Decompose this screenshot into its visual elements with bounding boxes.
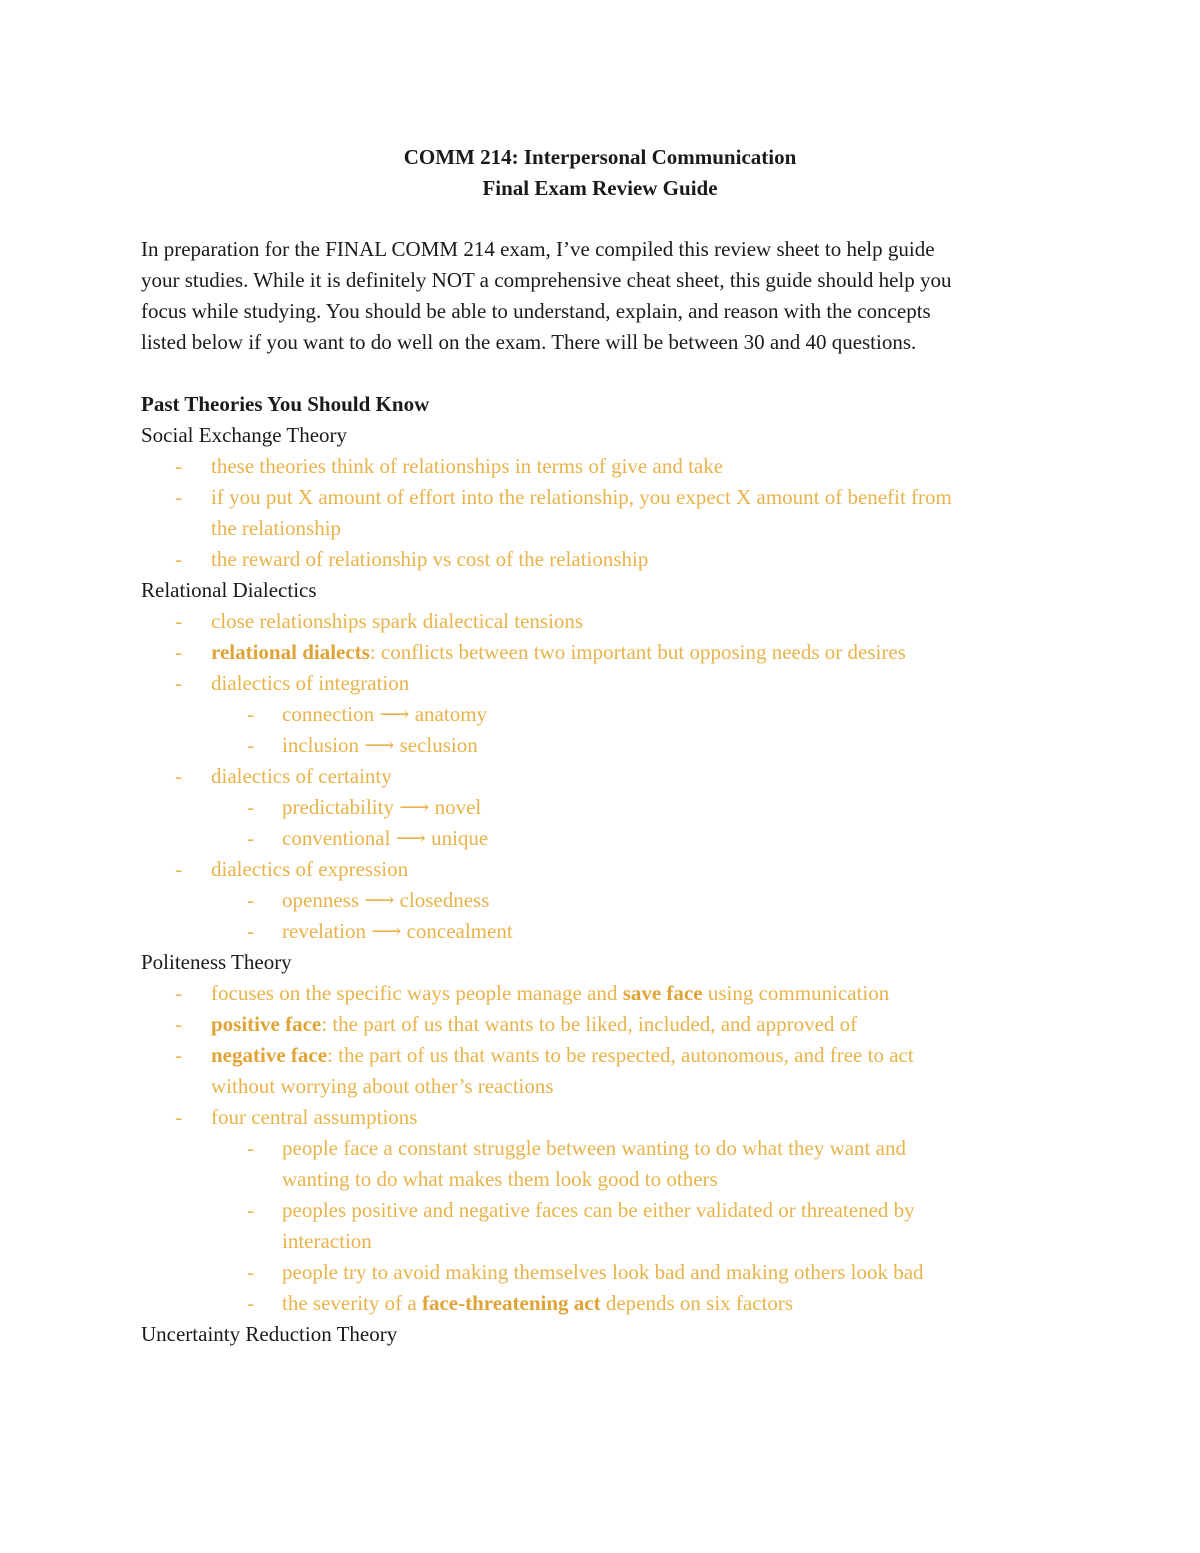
list-item [141,1102,1071,1133]
list-item-text: revelation ⟶ concealment [282,919,513,943]
assumptions-sublist [141,1133,1071,1319]
list-item-text: using communication [702,981,890,1005]
theory-name-uncertainty-reduction: Uncertainty Reduction Theory [141,1322,398,1346]
document-title: COMM 214: Interpersonal Communication [403,145,797,169]
key-term: face-threatening act [421,1291,601,1315]
list-item-text: interaction [282,1229,372,1253]
intro-line: listed below if you want to do well on the exam. There will be between 30 and 40 questions. [141,330,917,354]
sub-list-item [141,1257,1071,1288]
list-item [141,761,1071,792]
integration-sublist [141,699,1071,761]
sub-list-item [141,792,1071,823]
key-term: save face [622,981,703,1005]
sub-list-item [141,1133,1071,1195]
bullet-dash: - [175,1105,182,1129]
list-item-text: people try to avoid making themselves look bad and making others look bad [282,1260,924,1284]
list-item-text: the reward of relationship vs cost of the relationship [211,547,649,571]
list-item-text: people face a constant struggle between wanting to do what they want and [282,1136,906,1160]
list-item [141,668,1071,699]
intro-line: In preparation for the FINAL COMM 214 exam, I’ve compiled this review sheet to help guide [141,237,935,261]
sub-list-item [141,1195,1071,1257]
sub-list-item [141,1288,1071,1319]
list-item [141,1009,1071,1040]
list-item-text: focuses on the specific ways people manage and [211,981,623,1005]
list-item [141,1040,1071,1102]
sub-list-item [141,823,1071,854]
intro-line: your studies. While it is definitely NOT a comprehensive cheat sheet, this guide should help you [141,268,952,292]
list-item-text: if you put X amount of effort into the relationship, you expect X amount of benefit from [211,485,952,509]
list-item-text: dialectics of integration [211,671,410,695]
sub-list-item [141,699,1071,730]
theory-name-politeness: Politeness Theory [141,950,292,974]
bullet-dash: - [247,826,254,850]
bullet-dash: - [175,485,182,509]
list-item-text: predictability ⟶ novel [282,795,482,819]
list-item-text: these theories think of relationships in terms of give and take [211,454,724,478]
bullet-dash: - [175,981,182,1005]
list-item-text: : the part of us that wants to be liked, included, and approved of [321,1012,858,1036]
bullet-dash: - [247,733,254,757]
list-item-text: inclusion ⟶ seclusion [282,733,478,757]
relational-dialectics-list-cont2 [141,854,1071,885]
list-item-text: dialectics of expression [211,857,409,881]
document-body [141,234,1071,1350]
paragraph-spacer [141,358,1071,389]
social-exchange-list [141,451,1071,575]
bullet-dash: - [175,671,182,695]
bullet-dash: - [175,454,182,478]
list-item [141,606,1071,637]
bullet-dash: - [247,1291,254,1315]
list-item [141,482,1071,544]
list-item-text: close relationships spark dialectical tensions [211,609,584,633]
list-item [141,854,1071,885]
bullet-dash: - [247,795,254,819]
list-item-text: the relationship [211,516,342,540]
bullet-dash: - [175,1043,182,1067]
sub-list-item [141,730,1071,761]
sub-list-item [141,916,1071,947]
bullet-dash: - [247,702,254,726]
key-term: negative face [211,1043,328,1067]
key-term: positive face [211,1012,322,1036]
bullet-dash: - [175,547,182,571]
bullet-dash: - [247,1260,254,1284]
document-subtitle: Final Exam Review Guide [482,176,718,200]
list-item [141,637,1071,668]
list-item-text: wanting to do what makes them look good to others [282,1167,718,1191]
list-item-text: four central assumptions [211,1105,418,1129]
bullet-dash: - [175,764,182,788]
list-item-text: without worrying about other’s reactions [211,1074,554,1098]
list-item-text: : the part of us that wants to be respected, autonomous, and free to act [327,1043,914,1067]
relational-dialectics-list-cont [141,761,1071,792]
list-item-text: dialectics of certainty [211,764,392,788]
sub-list-item [141,885,1071,916]
politeness-list [141,978,1071,1133]
list-item-text: the severity of a [282,1291,422,1315]
bullet-dash: - [247,1198,254,1222]
bullet-dash: - [247,919,254,943]
certainty-sublist [141,792,1071,854]
list-item-text: : conflicts between two important but opposing needs or desires [369,640,906,664]
bullet-dash: - [175,1012,182,1036]
list-item-text: conventional ⟶ unique [282,826,489,850]
theory-name-relational-dialectics: Relational Dialectics [141,578,317,602]
list-item-text: connection ⟶ anatomy [282,702,488,726]
key-term: relational dialects [211,640,370,664]
section-heading: Past Theories You Should Know [141,392,430,416]
theory-name-social-exchange: Social Exchange Theory [141,423,348,447]
list-item [141,544,1071,575]
bullet-dash: - [247,888,254,912]
expression-sublist [141,885,1071,947]
bullet-dash: - [247,1136,254,1160]
list-item-text: depends on six factors [600,1291,794,1315]
bullet-dash: - [175,640,182,664]
bullet-dash: - [175,857,182,881]
bullet-dash: - [175,609,182,633]
list-item-text: openness ⟶ closedness [282,888,490,912]
list-item [141,978,1071,1009]
relational-dialectics-list [141,606,1071,699]
list-item [141,451,1071,482]
document-header [0,142,1200,204]
intro-paragraph [141,234,1071,358]
list-item-text: peoples positive and negative faces can be either validated or threatened by [282,1198,915,1222]
intro-line: focus while studying. You should be able to understand, explain, and reason with the concepts [141,299,931,323]
